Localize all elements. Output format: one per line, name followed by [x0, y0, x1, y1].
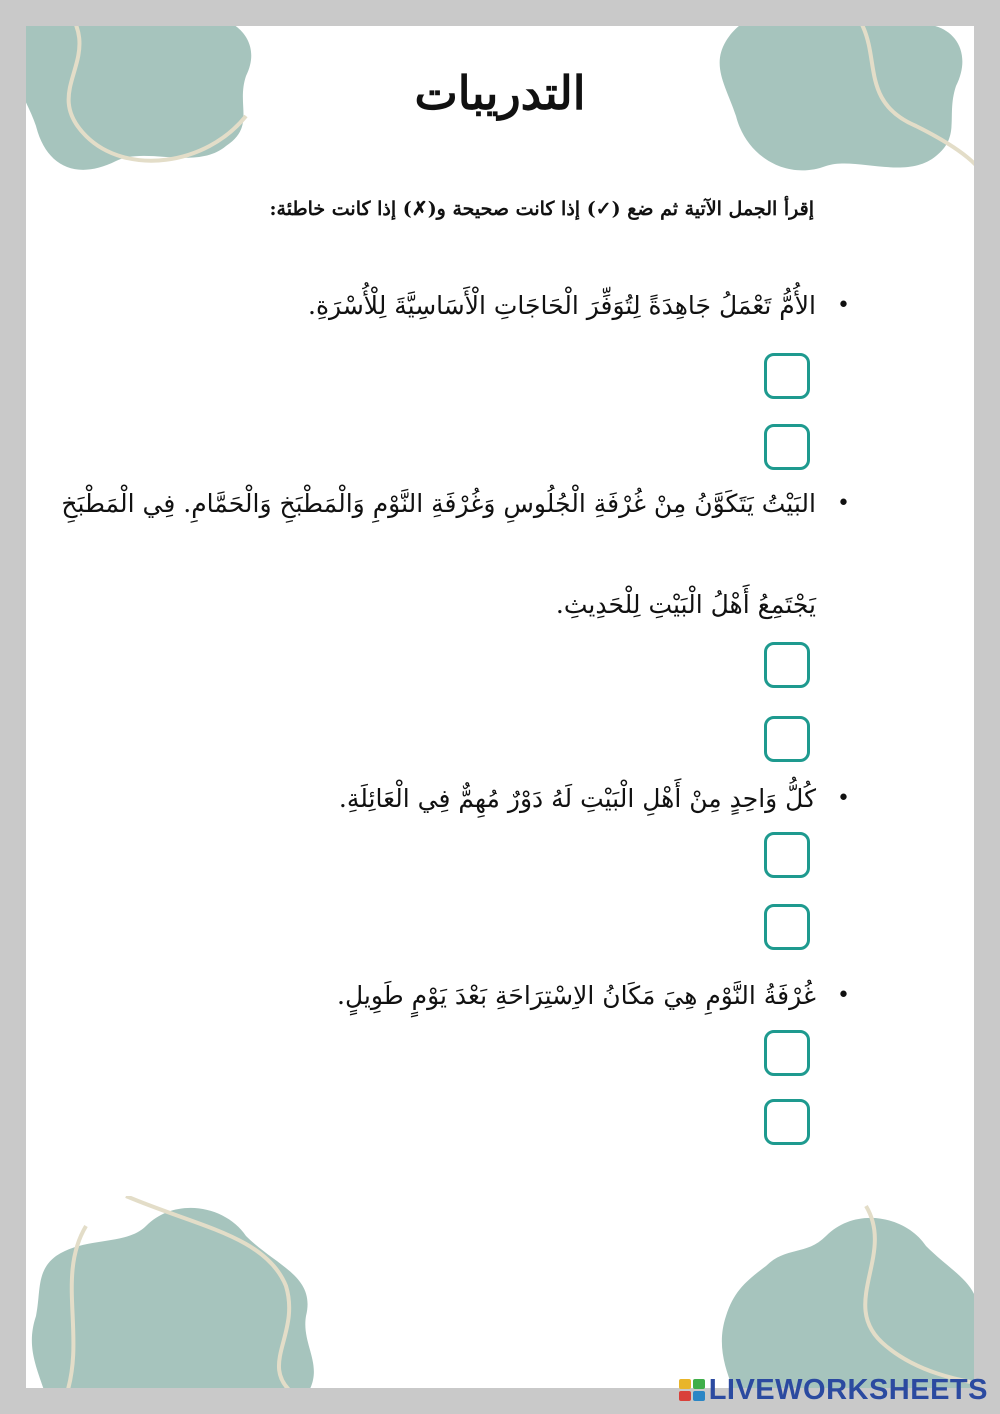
liveworksheets-logo-icon	[679, 1379, 705, 1401]
answer-box-2a[interactable]	[764, 642, 810, 688]
bullet: •	[837, 786, 850, 811]
question-4	[106, 948, 850, 1044]
watermark-text: LIVEWORKSHEETS	[708, 1373, 988, 1406]
bullet: •	[837, 983, 850, 1008]
question-3	[106, 751, 850, 847]
liveworksheets-watermark	[679, 1372, 988, 1408]
answer-box-1a[interactable]	[764, 353, 810, 399]
question-2-line2	[106, 557, 816, 653]
question-2-text-line2: يَجْتَمِعُ أَهْلُ الْبَيْتِ لِلْحَدِيثِ.	[555, 590, 816, 619]
question-2	[61, 456, 850, 552]
question-1-text: الأُمُّ تَعْمَلُ جَاهِدَةً لِتُوَفِّرَ الْحَاجَاتِ الْأَسَاسِيَّةَ لِلْأُسْرَةِ.	[308, 291, 816, 320]
answer-box-3b[interactable]	[764, 904, 810, 950]
answer-box-3a[interactable]	[764, 832, 810, 878]
decorative-blob-bottom-left	[26, 1196, 346, 1388]
instruction-text: إقرأ الجمل الآتية ثم ضع (✓) إذا كانت صحيحة و(✗) إذا كانت خاطئة:	[269, 198, 814, 220]
bullet: •	[837, 293, 850, 318]
answer-box-4a[interactable]	[764, 1030, 810, 1076]
bullet: •	[837, 491, 850, 516]
worksheet-page	[26, 26, 974, 1388]
question-4-text: غُرْفَةُ النَّوْمِ هِيَ مَكَانُ الاِسْتِرَاحَةِ بَعْدَ يَوْمٍ طَوِيلٍ.	[337, 981, 816, 1010]
question-1	[106, 258, 850, 354]
question-2-text-line1: البَيْتُ يَتَكَوَّنُ مِنْ غُرْفَةِ الْجُلُوسِ وَغُرْفَةِ النَّوْمِ وَالْمَطْبَخِ وَالْحَمَّامِ. فِي الْمَطْبَخِ	[61, 489, 816, 518]
answer-box-4b[interactable]	[764, 1099, 810, 1145]
page-title: التدريبات	[414, 66, 586, 120]
decorative-blob-bottom-right	[716, 1196, 974, 1388]
question-3-text: كُلُّ وَاحِدٍ مِنْ أَهْلِ الْبَيْتِ لَهُ دَوْرٌ مُهِمٌّ فِي الْعَائِلَةِ.	[338, 784, 816, 813]
